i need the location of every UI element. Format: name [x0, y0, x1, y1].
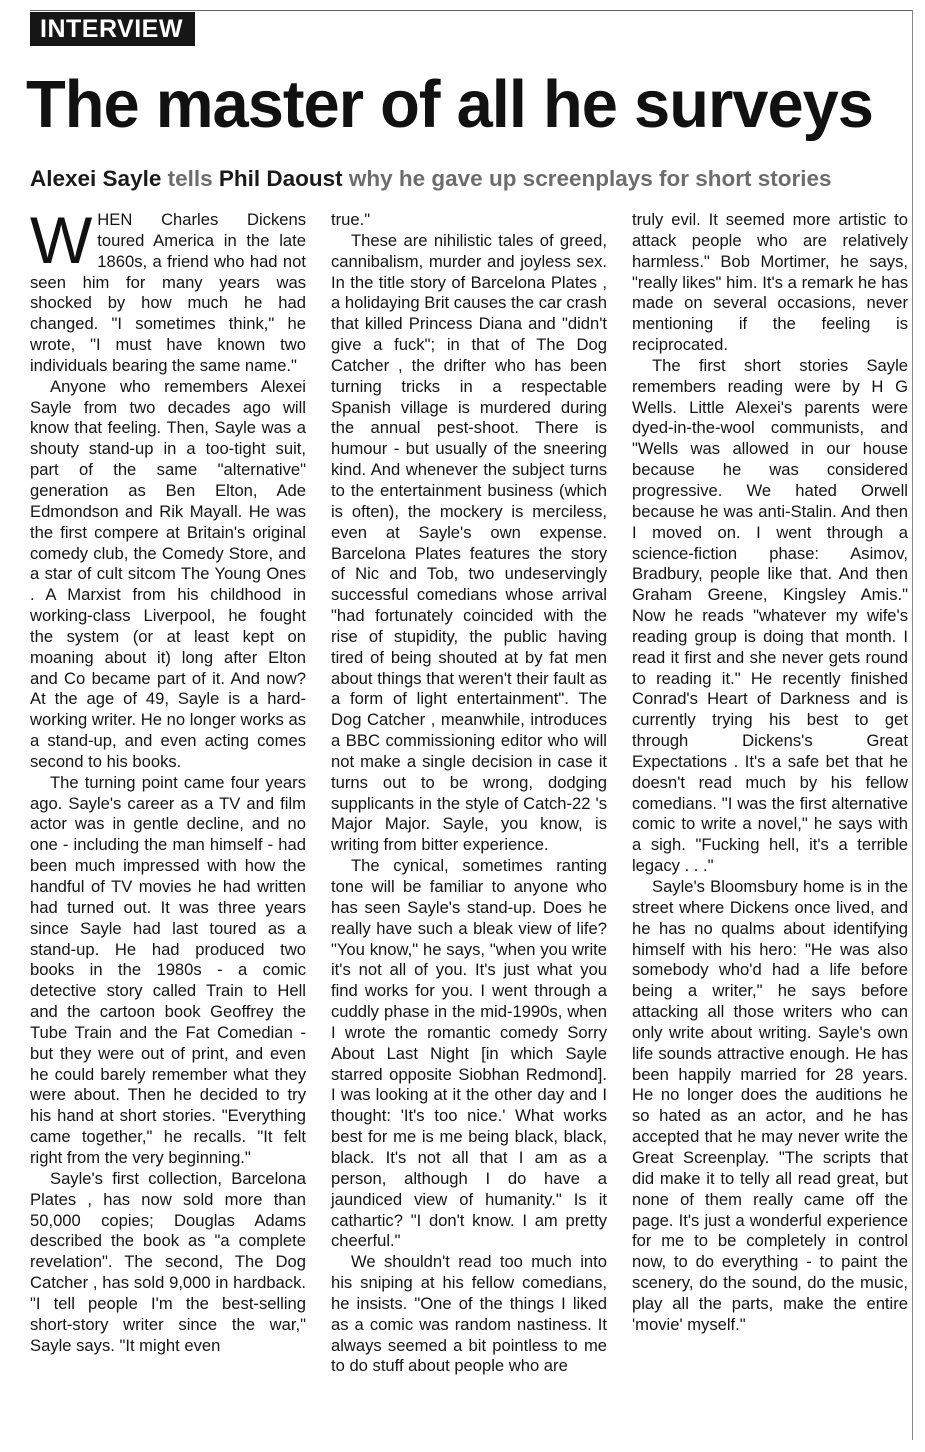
standfirst-subject: Alexei Sayle	[30, 166, 162, 191]
article-paragraph: We shouldn't read too much into his sniping at his fellow comedians, he insists. "One of the things I liked as a comic was random nastiness. It always seemed a bit pointless to me to do stuff about people who are	[331, 1252, 607, 1376]
article-paragraph: Anyone who remembers Alexei Sayle from two decades ago will know that feeling. Then, Sayle was a shouty stand-up in a too-tight suit, part of the same "alternative" generation as Ben Elton, Ade Edmondson and Rik Mayall. He was the first compere at Britain's original comedy club, the Comedy Store, and a star of cult sitcom The Young Ones . A Marxist from his childhood in working-class Liverpool, he fought the system (or at least kept on moaning about it) long after Elton and Co became part of it. And now? At the age of 49, Sayle is a hard-working writer. He no longer works as a stand-up, and even acting comes second to his books.	[30, 376, 306, 771]
headline: The master of all he surveys	[26, 67, 873, 142]
standfirst-rest: why he gave up screenplays for short stories	[342, 166, 832, 191]
article-column-3	[632, 210, 908, 1336]
right-column-rule	[912, 10, 913, 1440]
article-column-1	[30, 203, 306, 1356]
article-paragraph: Sayle's first collection, Barcelona Plates , has now sold more than 50,000 copies; Douglas Adams described the book as "a complete revelation". The second, The Dog Catcher , has sold 9,000 in hardback. "I tell people I'm the best-selling short-story writer since the war," Sayle says. "It might even	[30, 1168, 306, 1355]
article-paragraph: The turning point came four years ago. Sayle's career as a TV and film actor was in gentle decline, and no one - including the man himself - had been much impressed with how the handful of TV movies he had written had turned out. It was three years since Sayle had last toured as a stand-up. He had produced two books in the 1980s - a comic detective story called Train to Hell and the cartoon book Geoffrey the Tube Train and the Fat Comedian - but they were out of print, and even he could barely remember what they were about. Then he decided to try his hand at short stories. "Everything came together," he recalls. "It felt right from the very beginning."	[30, 772, 306, 1167]
article-paragraph	[30, 203, 306, 377]
article-paragraph: true."	[331, 210, 371, 229]
standfirst-writer: Phil Daoust	[218, 166, 343, 191]
article-paragraph: truly evil. It seemed more artistic to attack people who are relatively harmless." Bob Mortimer, he says, "really likes" him. It's a remark he has made on several occasions, never mentioning if the feeling is reciprocated.	[632, 210, 908, 355]
section-label: INTERVIEW	[30, 12, 195, 46]
article-paragraph: The first short stories Sayle remembers reading were by H G Wells. Little Alexei's parents were dyed-in-the-wool communists, and "Wells was allowed in our house because he was considered progressive. We hated Orwell because he was anti-Stalin. And then I moved on. I went through a science-fiction phase: Asimov, Bradbury, people like that. And then Graham Greene, Kingsley Amis." Now he reads "whatever my wife's reading group is doing that month. I read it first and she never gets round to reading it." He recently finished Conrad's Heart of Darkness and is currently trying his best to get through Dickens's Great Expectations . It's a safe bet that he doesn't read much by his fellow comedians. "I was the first alternative comic to write a novel," he says with a sigh. "Fucking hell, it's a terrible legacy . . ."	[632, 355, 908, 876]
article-paragraph: Sayle's Bloomsbury home is in the street where Dickens once lived, and he has no qualms about identifying himself with his hero: "He was also somebody who'd had a life before being a writer," he says before attacking all those writers who can only write about writing. Sayle's own life sounds attractive enough. He has been happily married for 28 years. He no longer does the auditions he so hated as an actor, and he has accepted that he may never write the Great Screenplay. "The scripts that did make it to telly all read great, but none of them really came off the page. It's just a wonderful experience for me to be completely in control now, to do everything - to paint the scenery, do the sound, do the music, play all the parts, make the entire 'movie' myself."	[632, 877, 908, 1334]
article-paragraph: The cynical, sometimes ranting tone will be familiar to anyone who has seen Sayle's stand-up. Does he really have such a bleak view of life? "You know," he says, "when you write it's not all of you. It's just what you find works for you. I went through a cuddly phase in the mid-1990s, when I wrote the romantic comedy Sorry About Last Night [in which Sayle starred opposite Siobhan Redmond]. I was looking at it the other day and I thought: 'It's too nice.' What works best for me is me being black, black, black. It's not all that I am as a person, although I do have a jaundiced view of humanity." Is it cathartic? "I don't know. I am pretty cheerful."	[331, 856, 607, 1251]
article-paragraph: These are nihilistic tales of greed, cannibalism, murder and joyless sex. In the title story of Barcelona Plates , a holidaying Brit causes the car crash that killed Princess Diana and "didn't give a fuck"; in that of The Dog Catcher , the drifter who has been turning tricks in a respectable Spanish village is murdered during the annual pest-shoot. There is humour - but usually of the sneering kind. And whenever the subject turns to the entertainment business (which is often), the mockery is merciless, even at Sayle's own expense. Barcelona Plates features the story of Nic and Tob, two undeservingly successful comedians whose arrival "had fortunately coincided with the rise of stupidity, the public having tired of being shouted at by fat men about things that weren't their fault as a form of light entertainment". The Dog Catcher , meanwhile, introduces a BBC commissioning editor who will not make a single decision in case it turns out to be wrong, dodging supplicants in the style of Catch-22 's Major Major. Sayle, you know, is writing from bitter experience.	[331, 230, 607, 855]
top-rule	[30, 10, 912, 11]
paragraph-text: HEN Charles Dickens toured America in the late 1860s, a friend who had not seen him for many years was shocked by how much he had changed. "I sometimes think," he wrote, "I must have known two individuals bearing the same name."	[30, 210, 306, 375]
drop-cap: W	[30, 203, 93, 277]
standfirst-verb: tells	[161, 166, 219, 191]
standfirst	[30, 163, 910, 195]
article-column-2	[331, 210, 607, 1377]
